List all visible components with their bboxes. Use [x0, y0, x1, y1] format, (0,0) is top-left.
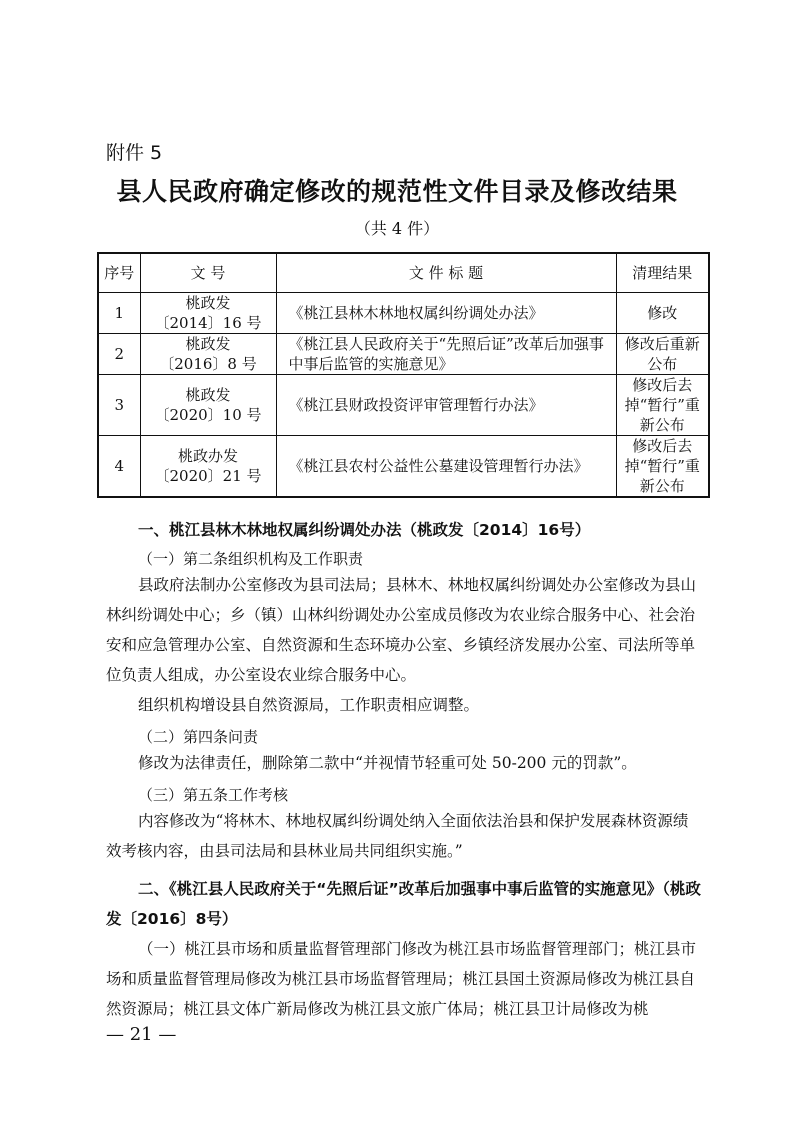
section-1-paragraph-4: 内容修改为“将林木、林地权属纠纷调处纳入全面依法治县和保护发展森林资源绩效考核内容，由县司法局和县林业局共同组织实施。”	[106, 812, 689, 860]
section-1-sub-2: （二）第四条问责	[138, 728, 259, 746]
document-title: 县人民政府确定修改的规范性文件目录及修改结果	[116, 177, 678, 206]
section-1-paragraph-3: 修改为法律责任，删除第二款中“并视情节轻重可处 50-200 元的罚款”。	[138, 754, 637, 772]
document-list-table	[97, 252, 710, 498]
cell-title: 《桃江县农村公益性公墓建设管理暂行办法》	[276, 436, 616, 498]
table-row	[98, 334, 709, 375]
cell-result: 修改后去掉“暂行”重新公布	[616, 436, 709, 498]
cell-serial: 4	[98, 436, 140, 498]
cell-title: 《桃江县人民政府关于“先照后证”改革后加强事中事后监管的实施意见》	[276, 334, 616, 375]
cell-serial: 3	[98, 375, 140, 436]
cell-title: 《桃江县林木林地权属纠纷调处办法》	[276, 293, 616, 334]
table-header-row	[98, 253, 709, 293]
section-1-paragraph-2: 组织机构增设县自然资源局，工作职责相应调整。	[138, 696, 480, 714]
header-title: 文 件 标 题	[276, 253, 616, 293]
section-1-heading: 一、桃江县林木林地权属纠纷调处办法（桃政发〔2014〕16号）	[138, 521, 591, 539]
cell-result: 修改后重新公布	[616, 334, 709, 375]
section-1-sub-3: （三）第五条工作考核	[138, 786, 289, 804]
table-row	[98, 436, 709, 498]
cell-doc-no: 桃政发 〔2016〕8 号	[140, 334, 276, 375]
section-1-sub-1: （一）第二条组织机构及工作职责	[138, 550, 364, 568]
cell-title: 《桃江县财政投资评审管理暂行办法》	[276, 375, 616, 436]
cell-doc-no: 桃政发 〔2020〕10 号	[140, 375, 276, 436]
section-1-paragraph-1: 县政府法制办公室修改为县司法局；县林木、林地权属纠纷调处办公室修改为县山林纠纷调处中心；乡（镇）山林纠纷调处办公室成员修改为农业综合服务中心、社会治安和应急管理办公室、自然资源和生态环境办公室、乡镇经济发展办公室、司法所等单位负责人组成，办公室设农业综合服务中心。	[106, 576, 697, 684]
header-serial: 序号	[98, 253, 140, 293]
header-result: 清理结果	[616, 253, 709, 293]
document-count: （共 4 件）	[354, 219, 440, 238]
cell-doc-no: 桃政发 〔2014〕16 号	[140, 293, 276, 334]
page-number: — 21 —	[106, 1024, 177, 1045]
table-row	[98, 293, 709, 334]
section-2-heading: 二、《桃江县人民政府关于“先照后证”改革后加强事中事后监管的实施意见》（桃政发〔2016〕8号）	[106, 880, 701, 928]
header-doc-no: 文 号	[140, 253, 276, 293]
attachment-label: 附件 5	[106, 142, 163, 164]
cell-serial: 1	[98, 293, 140, 334]
section-2-paragraph-1: （一）桃江县市场和质量监督管理部门修改为桃江县市场监督管理部门；桃江县市场和质量监督管理局修改为桃江县市场监督管理局；桃江县国土资源局修改为桃江县自然资源局；桃江县文体广新局修改为桃江县文旅广体局；桃江县卫计局修改为桃	[106, 940, 697, 1018]
cell-serial: 2	[98, 334, 140, 375]
cell-result: 修改	[616, 293, 709, 334]
table-row	[98, 375, 709, 436]
cell-doc-no: 桃政办发 〔2020〕21 号	[140, 436, 276, 498]
cell-result: 修改后去掉“暂行”重新公布	[616, 375, 709, 436]
